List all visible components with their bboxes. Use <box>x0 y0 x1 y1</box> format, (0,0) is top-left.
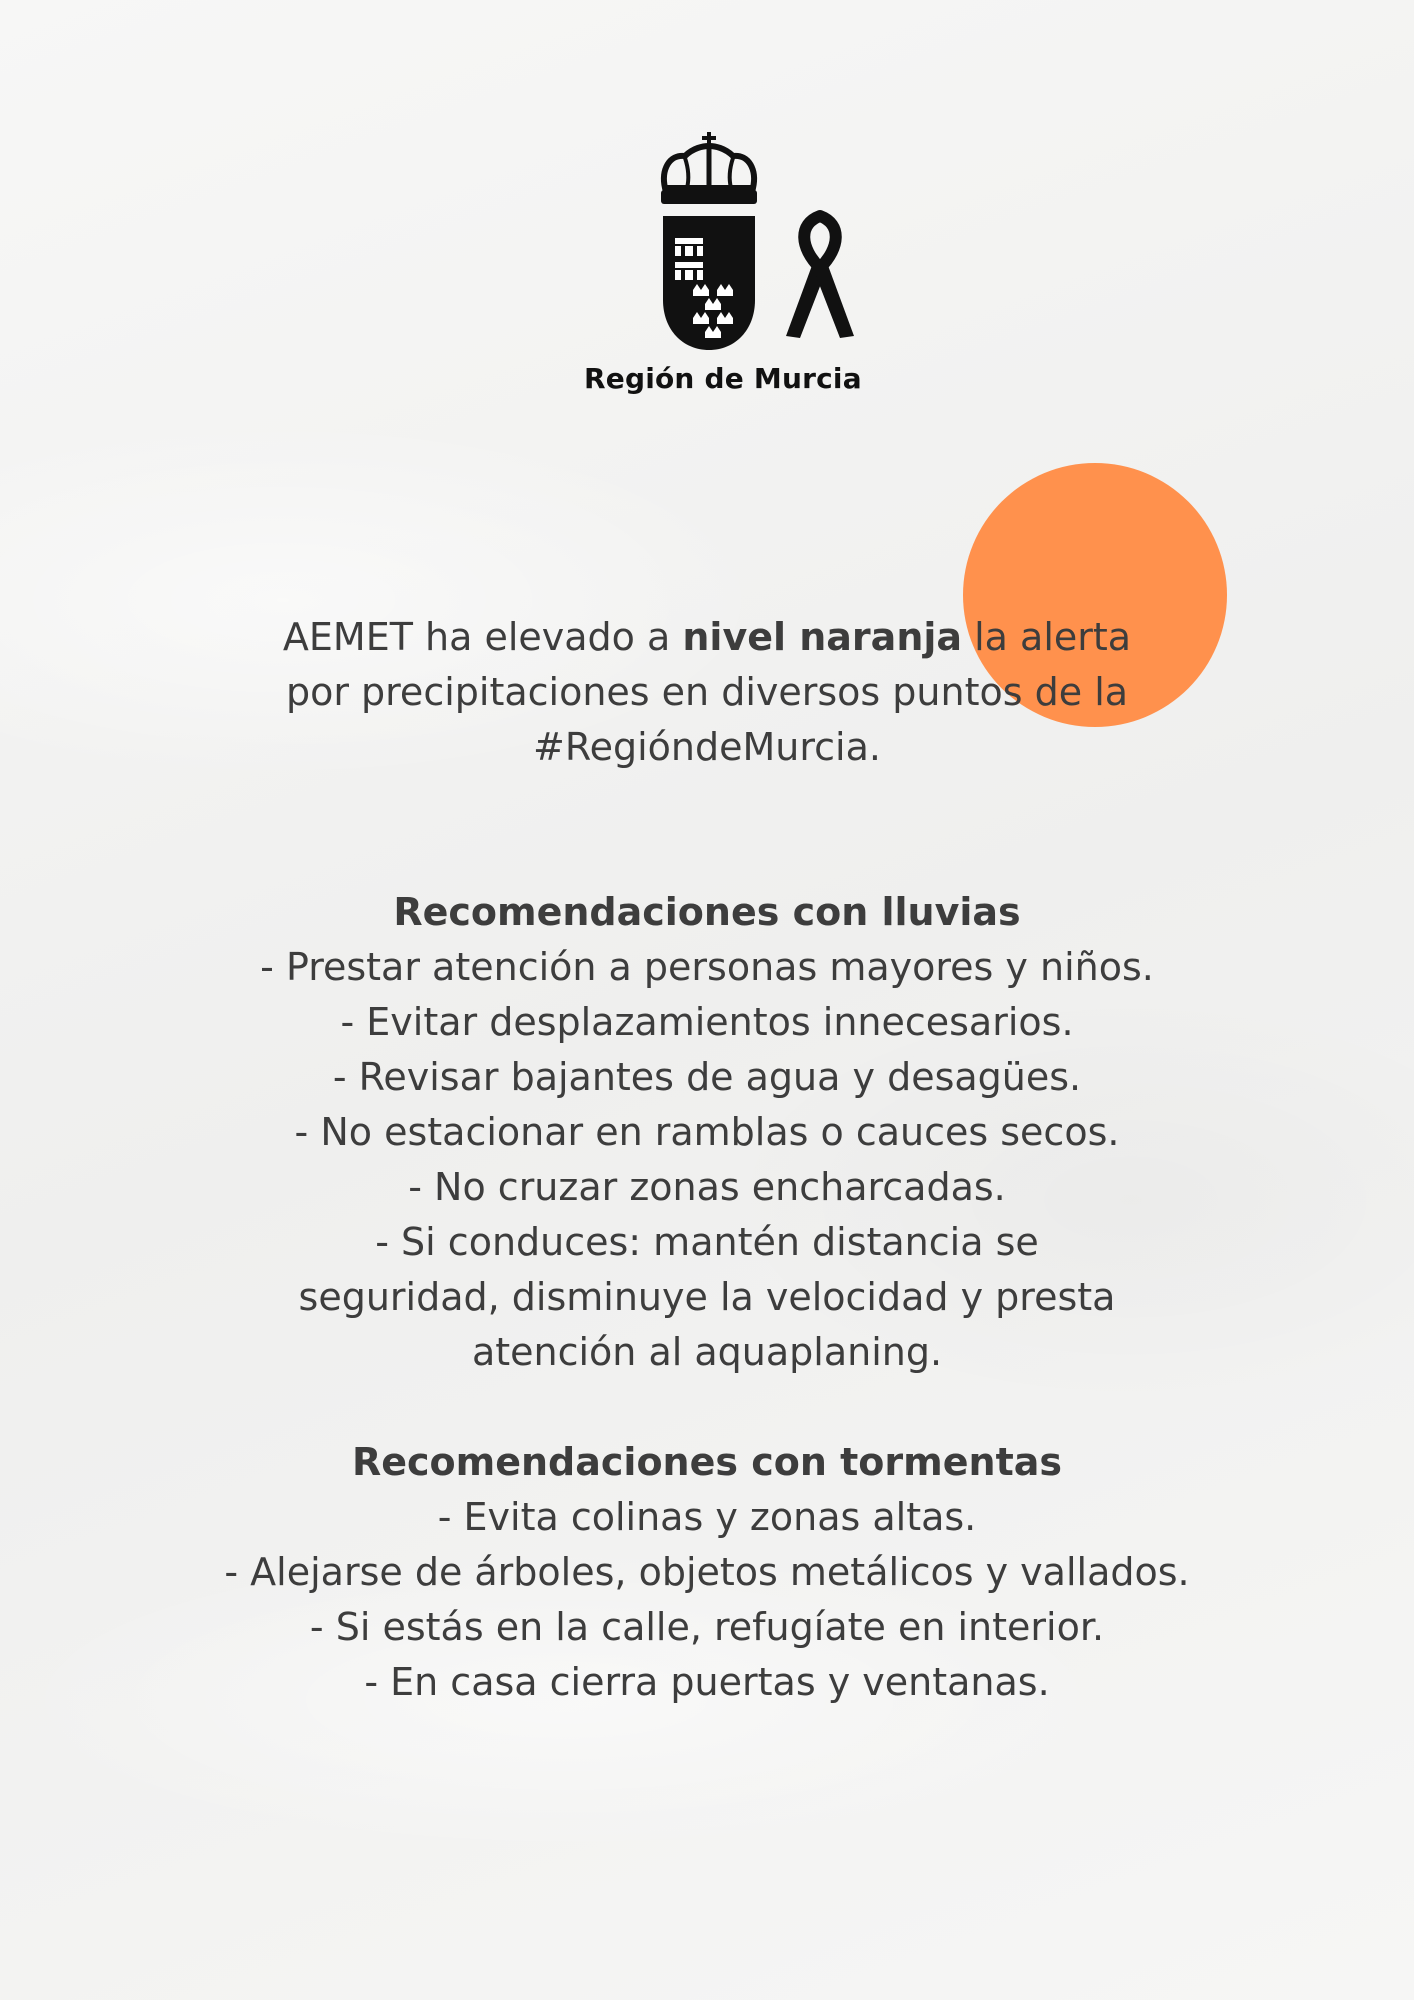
coat-of-arms-icon <box>655 130 765 355</box>
list-item: - Alejarse de árboles, objetos metálicos y vallados. <box>224 1550 1190 1594</box>
intro-text-start: AEMET ha elevado a <box>282 615 683 659</box>
list-item: - Si conduces: mantén distancia se seguridad, disminuye la velocidad y presta atención al aquaplaning. <box>298 1220 1116 1374</box>
list-item: - No cruzar zonas encharcadas. <box>408 1165 1006 1209</box>
intro-highlight: nivel naranja <box>682 615 963 659</box>
brand-name: Región de Murcia <box>584 362 862 395</box>
list-item: - Si estás en la calle, refugíate en interior. <box>309 1605 1105 1649</box>
list-item: - Evitar desplazamientos innecesarios. <box>340 1000 1074 1044</box>
section-heading-rain: Recomendaciones con lluvias <box>393 890 1021 934</box>
list-item: - Revisar bajantes de agua y desagües. <box>332 1055 1082 1099</box>
mourning-ribbon-icon <box>780 208 860 343</box>
list-item: - Evita colinas y zonas altas. <box>437 1495 977 1539</box>
intro-paragraph <box>0 610 1414 775</box>
list-item: - Prestar atención a personas mayores y niños. <box>260 945 1154 989</box>
main-text <box>0 610 1414 1710</box>
section-heading-storms: Recomendaciones con tormentas <box>351 1440 1063 1484</box>
intro-text-end: la alerta por precipitaciones en diversos puntos de la #RegióndeMurcia. <box>285 615 1132 769</box>
list-item: - No estacionar en ramblas o cauces secos. <box>294 1110 1120 1154</box>
list-item: - En casa cierra puertas y ventanas. <box>364 1660 1050 1704</box>
